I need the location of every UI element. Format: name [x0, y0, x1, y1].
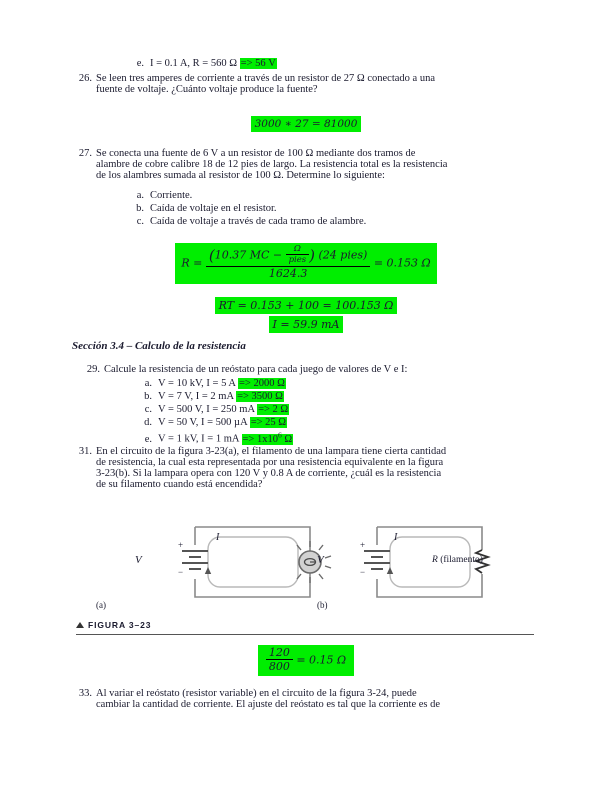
equation-result: = 0.153 Ω: [373, 256, 431, 270]
fraction-denominator: 1624.3: [268, 266, 308, 280]
list-item: [128, 216, 366, 227]
list-item: [136, 391, 284, 402]
problem-line: Al variar el reóstato (resistor variable) en el circuito de la figura 3-24, puede: [96, 688, 417, 699]
problem-number: 33.: [78, 688, 92, 699]
current-label-a: I: [216, 532, 220, 543]
list-marker: c.: [144, 404, 152, 415]
problem-body: Calcule la resistencia de un reóstato para cada juego de valores de V e I:: [104, 364, 408, 375]
equation-result: = 0.15 Ω: [296, 653, 347, 667]
section-heading: Sección 3.4 – Calculo de la resistencia: [72, 340, 246, 352]
problem-line: cambiar la cantidad de corriente. El ajuste del reóstato es tal que la corriente es de: [96, 699, 441, 710]
list-text: V = 10 kV, I = 5 A => 2000 Ω: [158, 378, 285, 389]
list-item: [128, 190, 192, 201]
fraction-numerator: [206, 245, 370, 267]
current-loop: [208, 537, 298, 587]
source-label-b: V: [317, 554, 324, 566]
equation-26: 3000 ∗ 27 = 81000: [251, 116, 362, 132]
circuit-diagram-b: [312, 517, 547, 612]
equation-filament-resistance: [258, 645, 354, 676]
equation-wire-resistance: [175, 243, 436, 284]
inner-denominator: pies: [288, 255, 307, 266]
problem-line: de los alambres sumada al resistor de 100 Ω. Determine lo siguiente:: [96, 170, 385, 181]
circuit-wire: [377, 574, 482, 597]
answer-highlight: => 56 V: [240, 58, 276, 69]
problem-number: 31.: [78, 446, 92, 457]
list-marker: b.: [136, 203, 144, 214]
answer-31: [0, 645, 612, 676]
list-item: [136, 417, 287, 428]
figure-caption: FIGURA 3–23: [88, 620, 152, 630]
fraction-denominator: 800: [268, 659, 290, 673]
list-text: Caída de voltaje a través de cada tramo de alambre.: [150, 216, 367, 227]
problem-27: [72, 148, 522, 181]
problem-31: [72, 446, 527, 490]
fraction-numerator: 120: [266, 646, 293, 660]
polarity-plus-b: +: [360, 540, 366, 550]
problem-line: de su filamento cuando está encendida?: [96, 479, 263, 490]
answer-27-current: [0, 316, 612, 333]
inner-numerator: Ω: [286, 244, 310, 255]
answer-highlight: => 25 Ω: [250, 417, 287, 428]
numerator-right: (24 pies): [318, 248, 368, 262]
answer-26: [0, 116, 612, 132]
current-label-b: I: [394, 532, 398, 543]
polarity-minus-a: −: [178, 567, 184, 577]
problem-33: [72, 688, 527, 710]
current-arrow: [387, 567, 393, 574]
list-marker: a.: [144, 378, 152, 389]
list-marker: c.: [136, 216, 144, 227]
list-text: Caída de voltaje en el resistor.: [150, 203, 277, 214]
list-item: [136, 430, 293, 445]
list-marker: d.: [144, 417, 152, 428]
answer-27-resistance: [0, 243, 612, 284]
equation-current: I = 59.9 mA: [269, 316, 344, 333]
problem-body: [96, 148, 522, 181]
answer-highlight: => 2000 Ω: [239, 378, 285, 389]
polarity-minus-b: −: [360, 567, 366, 577]
problem-number: 27.: [78, 148, 92, 159]
list-text: V = 7 V, I = 2 mA => 3500 Ω: [158, 391, 283, 402]
problem-line: Se conecta una fuente de 6 V a un resistor de 100 Ω mediante dos tramos de: [96, 148, 416, 159]
list-item: [128, 58, 277, 69]
equation-total-resistance: RT = 0.153 + 100 = 100.153 Ω: [215, 297, 398, 314]
panel-label-a: (a): [96, 600, 106, 610]
problem-29: [80, 364, 520, 375]
paren-open: (: [208, 246, 215, 265]
list-text: V = 500 V, I = 250 mA => 2 Ω: [158, 404, 289, 415]
list-marker: e.: [136, 58, 144, 69]
circuit-wire: [377, 527, 482, 550]
list-marker: a.: [136, 190, 144, 201]
paren-close: ): [309, 246, 316, 265]
problem-line: Se leen tres amperes de corriente a través de un resistor de 27 Ω conectado a una: [96, 73, 435, 84]
panel-label-b: (b): [317, 600, 328, 610]
problem-body: [96, 73, 522, 95]
list-marker: b.: [144, 391, 152, 402]
list-text: I = 0.1 A, R = 560 Ω => 56 V: [150, 58, 276, 69]
list-item: [128, 203, 277, 214]
caption-triangle-icon: [76, 622, 84, 628]
answer-highlight: => 2 Ω: [258, 404, 289, 415]
exponent: 6: [277, 430, 282, 439]
figure-3-23: [72, 515, 540, 615]
problem-line: En el circuito de la figura 3-23(a), el filamento de una lampara tiene cierta cantidad: [96, 446, 447, 457]
problem-26: [72, 73, 522, 95]
problem-line: 3-23(b). Si la lampara opera con 120 V y 0.8 A de corriente, ¿cuál es la resistencia: [96, 468, 442, 479]
problem-number: 29.: [86, 364, 100, 375]
inner-fraction: [286, 244, 310, 265]
answer-highlight: => 3500 Ω: [237, 391, 283, 402]
list-item: [136, 404, 289, 415]
list-text: V = 1 kV, I = 1 mA => $1x10^6$ Ω: [158, 430, 293, 445]
current-arrow: [205, 567, 211, 574]
problem-body: [96, 446, 527, 490]
equation-lhs: R =: [181, 256, 203, 270]
list-marker: e.: [144, 433, 152, 445]
list-text: Corriente.: [150, 190, 193, 201]
source-label-a: V: [135, 554, 142, 566]
problem-number: 26.: [78, 73, 92, 84]
problem-line: alambre de cobre calibre 18 de 12 pies de largo. La resistencia total es la resistencia: [96, 159, 448, 170]
answer-27-total: [0, 297, 612, 314]
numerator-left: 10.37 MC −: [214, 248, 283, 262]
polarity-plus-a: +: [178, 540, 184, 550]
problem-body: [96, 688, 527, 710]
resistor-label: R (filamento): [432, 555, 483, 565]
list-text: V = 50 V, I = 500 µA => 25 Ω: [158, 417, 287, 428]
problem-line: de resistencia, la cual esta representada por una resistencia equivalente en la figura: [96, 457, 444, 468]
answer-highlight: => $1x10^6$ Ω: [242, 430, 293, 445]
list-item: [136, 378, 286, 389]
caption-divider: [76, 634, 534, 635]
equation-fraction: [266, 646, 293, 673]
equation-fraction: [206, 245, 370, 280]
problem-line: fuente de voltaje. ¿Cuánto voltaje produce la fuente?: [96, 84, 318, 95]
